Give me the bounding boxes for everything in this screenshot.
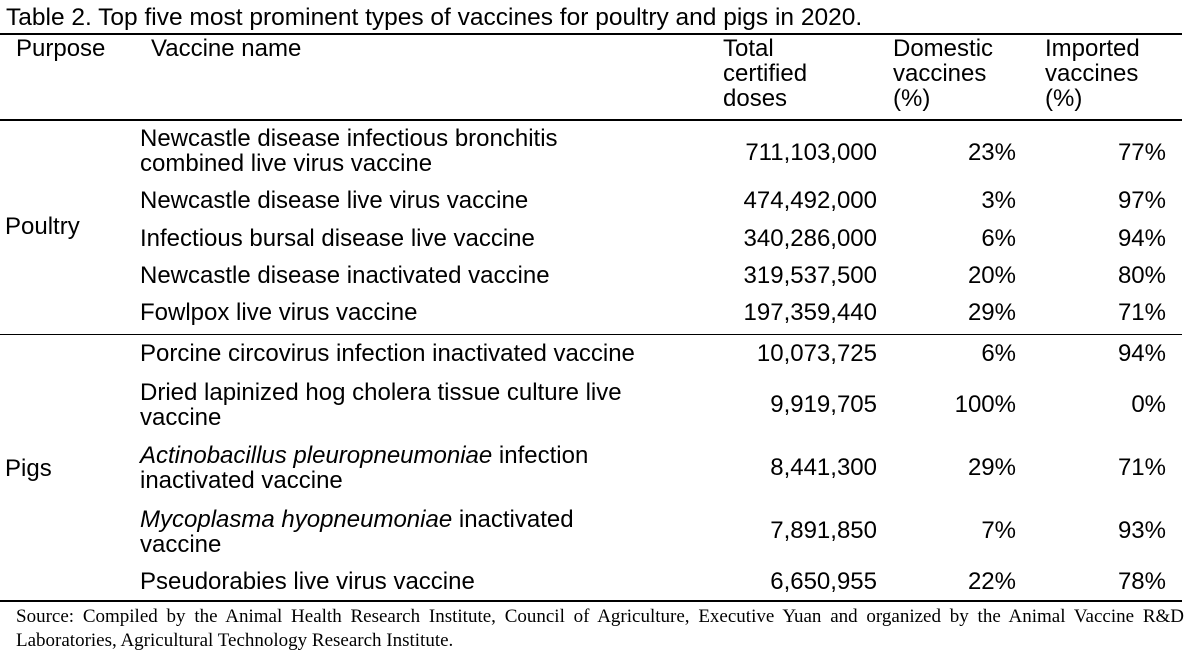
row-domestic: 7% — [981, 517, 1016, 544]
row-domestic: 23% — [967, 139, 1016, 166]
row-vaccine-name-rest: inactivated vaccine — [140, 506, 574, 558]
row-total-doses: 9,919,705 — [770, 391, 877, 418]
row-domestic: 29% — [967, 454, 1016, 481]
row-total-doses: 711,103,000 — [745, 139, 877, 166]
header-rule — [0, 119, 1182, 121]
row-domestic: 29% — [967, 299, 1016, 326]
row-vaccine-name: Dried lapinized hog cholera tissue culture live vaccine — [140, 379, 622, 431]
row-domestic: 6% — [981, 340, 1016, 367]
row-imported: 94% — [1117, 340, 1166, 367]
header-imported: Imported vaccines (%) — [1045, 35, 1140, 112]
row-domestic: 6% — [981, 225, 1016, 252]
row-total-doses: 474,492,000 — [743, 187, 877, 214]
row-vaccine-name — [140, 443, 588, 493]
row-vaccine-name: Pseudorabies live virus vaccine — [140, 568, 475, 595]
row-imported: 0% — [1131, 391, 1166, 418]
row-imported: 78% — [1117, 568, 1166, 595]
row-vaccine-name-italic: Mycoplasma hyopneumoniae — [140, 506, 453, 533]
table-caption: Table 2. Top five most prominent types of vaccines for poultry and pigs in 2020. — [6, 4, 863, 31]
row-imported: 80% — [1117, 262, 1166, 289]
row-domestic: 20% — [967, 262, 1016, 289]
row-vaccine-name: Newcastle disease inactivated vaccine — [140, 262, 550, 289]
row-domestic: 3% — [981, 187, 1016, 214]
row-domestic: 22% — [967, 568, 1016, 595]
row-vaccine-name: Porcine circovirus infection inactivated vaccine — [140, 340, 635, 367]
row-total-doses: 340,286,000 — [743, 225, 877, 252]
row-vaccine-name-rest: infection inactivated vaccine — [140, 442, 589, 494]
row-total-doses: 7,891,850 — [770, 517, 877, 544]
group-divider-rule — [0, 334, 1182, 335]
row-domestic: 100% — [954, 391, 1016, 418]
row-total-doses: 8,441,300 — [770, 454, 877, 481]
row-vaccine-name: Infectious bursal disease live vaccine — [140, 225, 535, 252]
row-vaccine-name: Newcastle disease live virus vaccine — [140, 187, 529, 214]
bottom-rule — [0, 600, 1182, 602]
row-imported: 77% — [1117, 139, 1166, 166]
header-domestic: Domestic vaccines (%) — [893, 35, 994, 112]
row-vaccine-name: Fowlpox live virus vaccine — [140, 299, 418, 326]
row-total-doses: 6,650,955 — [770, 568, 877, 595]
row-total-doses: 10,073,725 — [756, 340, 877, 367]
source-note: Source: Compiled by the Animal Health Research Institute, Council of Agriculture, Executive Yuan and organized by the Animal Vaccine R&D Laboratories, Agricultural Technology Research Institute. — [16, 606, 1184, 651]
header-vaccine-name: Vaccine name — [151, 35, 302, 62]
group-label-pigs: Pigs — [5, 455, 52, 482]
group-label-poultry: Poultry — [5, 213, 80, 240]
row-vaccine-name: Newcastle disease infectious bronchitis combined live virus vaccine — [140, 125, 558, 177]
header-purpose: Purpose — [16, 35, 106, 62]
row-imported: 71% — [1117, 299, 1166, 326]
row-vaccine-name-italic: Actinobacillus pleuropneumoniae — [140, 442, 493, 469]
row-imported: 93% — [1117, 517, 1166, 544]
row-vaccine-name — [140, 507, 574, 557]
row-imported: 97% — [1117, 187, 1166, 214]
row-total-doses: 197,359,440 — [743, 299, 877, 326]
row-imported: 71% — [1117, 454, 1166, 481]
row-total-doses: 319,537,500 — [743, 262, 877, 289]
header-total-doses: Total certified doses — [723, 35, 808, 112]
row-imported: 94% — [1117, 225, 1166, 252]
